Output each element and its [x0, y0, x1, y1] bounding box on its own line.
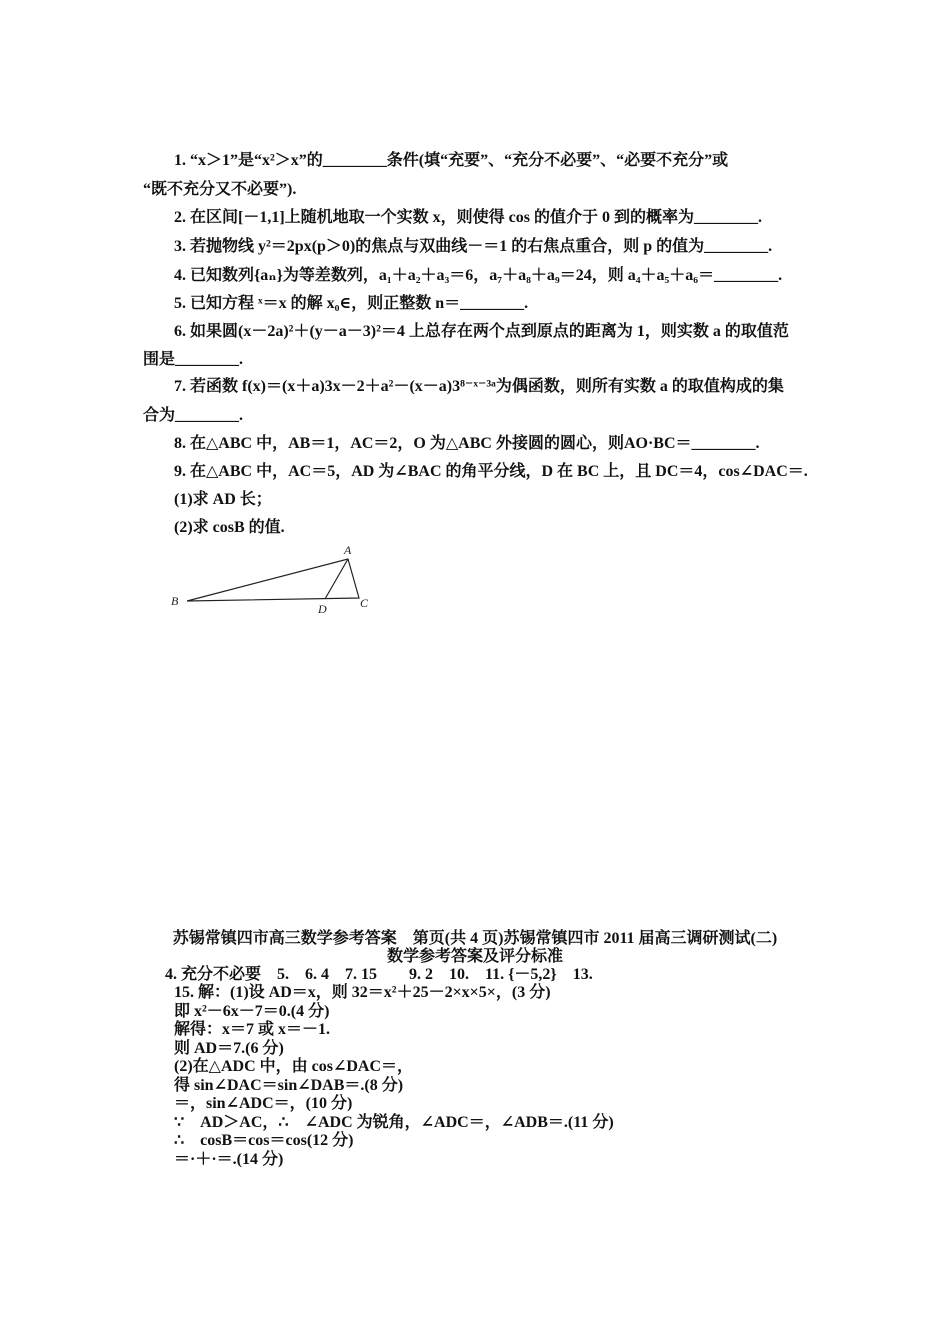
answer-line-10: ∴ cosB＝cos＝cos(12 分) — [174, 1132, 354, 1149]
question-8: 8. 在△ABC 中，AB＝1，AC＝2，O 为△ABC 外接圆的圆心，则AO·BC＝________. — [174, 435, 760, 452]
answer-line-1: 4. 充分不必要 5. 6. 4 7. 15 9. 2 10. 11. {－5,2} 13. — [165, 966, 593, 983]
question-7-line-1: 7. 若函数 f(x)＝(x＋a)3x－2＋a²－(x－a)3⁸⁻ˣ⁻³ᵃ为偶函数，则所有实数 a 的取值构成的集 — [174, 378, 784, 395]
answer-line-5: 则 AD＝7.(6 分) — [174, 1040, 284, 1057]
question-1-line-1: 1. “x＞1”是“x²＞x”的________条件(填“充要”、“充分不必要”、“必要不充分”或 — [174, 152, 729, 169]
answer-line-8: ＝，sin∠ADC＝，(10 分) — [174, 1095, 353, 1112]
question-9-part-2: (2)求 cosB 的值. — [174, 519, 285, 536]
question-9-part-1: (1)求 AD 长； — [174, 491, 272, 508]
answer-line-7: 得 sin∠DAC＝sin∠DAB＝.(8 分) — [174, 1077, 404, 1094]
vertex-label-b: B — [171, 594, 179, 608]
vertex-label-d: D — [318, 602, 327, 616]
question-1-line-2: “既不充分又不必要”). — [143, 181, 297, 198]
bisector-ad — [325, 559, 348, 599]
vertex-label-a: A — [344, 543, 352, 557]
question-6-line-2: 围是________. — [143, 351, 244, 368]
question-9: 9. 在△ABC 中，AC＝5，AD 为∠BAC 的角平分线，D 在 BC 上，且 DC＝4，cos∠DAC＝. — [174, 463, 808, 480]
answer-line-2: 15. 解：(1)设 AD＝x，则 32＝x²＋25－2×x×5×，(3 分) — [174, 984, 551, 1001]
question-5: 5. 已知方程 ˣ＝x 的解 x₀∈，则正整数 n＝________. — [174, 295, 529, 312]
footer-line-2: 数学参考答案及评分标准 — [386, 948, 563, 965]
question-7-line-2: 合为________. — [143, 407, 244, 424]
answer-line-4: 解得：x＝7 或 x＝－1. — [174, 1021, 331, 1038]
question-3: 3. 若抛物线 y²＝2px(p＞0)的焦点与双曲线－＝1 的右焦点重合，则 p 的值为________. — [174, 238, 773, 255]
answer-line-11: ＝·＋·＝.(14 分) — [174, 1151, 284, 1168]
answer-line-3: 即 x²－6x－7＝0.(4 分) — [174, 1003, 330, 1020]
vertex-label-c: C — [360, 596, 369, 610]
answer-line-9: ∵ AD＞AC，∴ ∠ADC 为锐角，∠ADC＝，∠ADB＝.(11 分) — [174, 1114, 614, 1131]
footer-line-1: 苏锡常镇四市高三数学参考答案 第页(共 4 页)苏锡常镇四市 2011 届高三调研测试(二) — [172, 930, 778, 947]
question-6-line-1: 6. 如果圆(x－2a)²＋(y－a－3)²＝4 上总存在两个点到原点的距离为 1，则实数 a 的取值范 — [174, 323, 789, 340]
question-2: 2. 在区间[－1,1]上随机地取一个实数 x，则使得 cos 的值介于 0 到的概率为________. — [174, 209, 762, 226]
answer-line-6: (2)在△ADC 中，由 cos∠DAC＝， — [174, 1058, 414, 1075]
triangle-outline — [187, 559, 359, 601]
triangle-figure — [160, 538, 390, 618]
question-4: 4. 已知数列{aₙ}为等差数列，a₁＋a₂＋a₃＝6，a₇＋a₈＋a₉＝24，则 a₄＋a₅＋a₆＝________. — [174, 267, 783, 284]
